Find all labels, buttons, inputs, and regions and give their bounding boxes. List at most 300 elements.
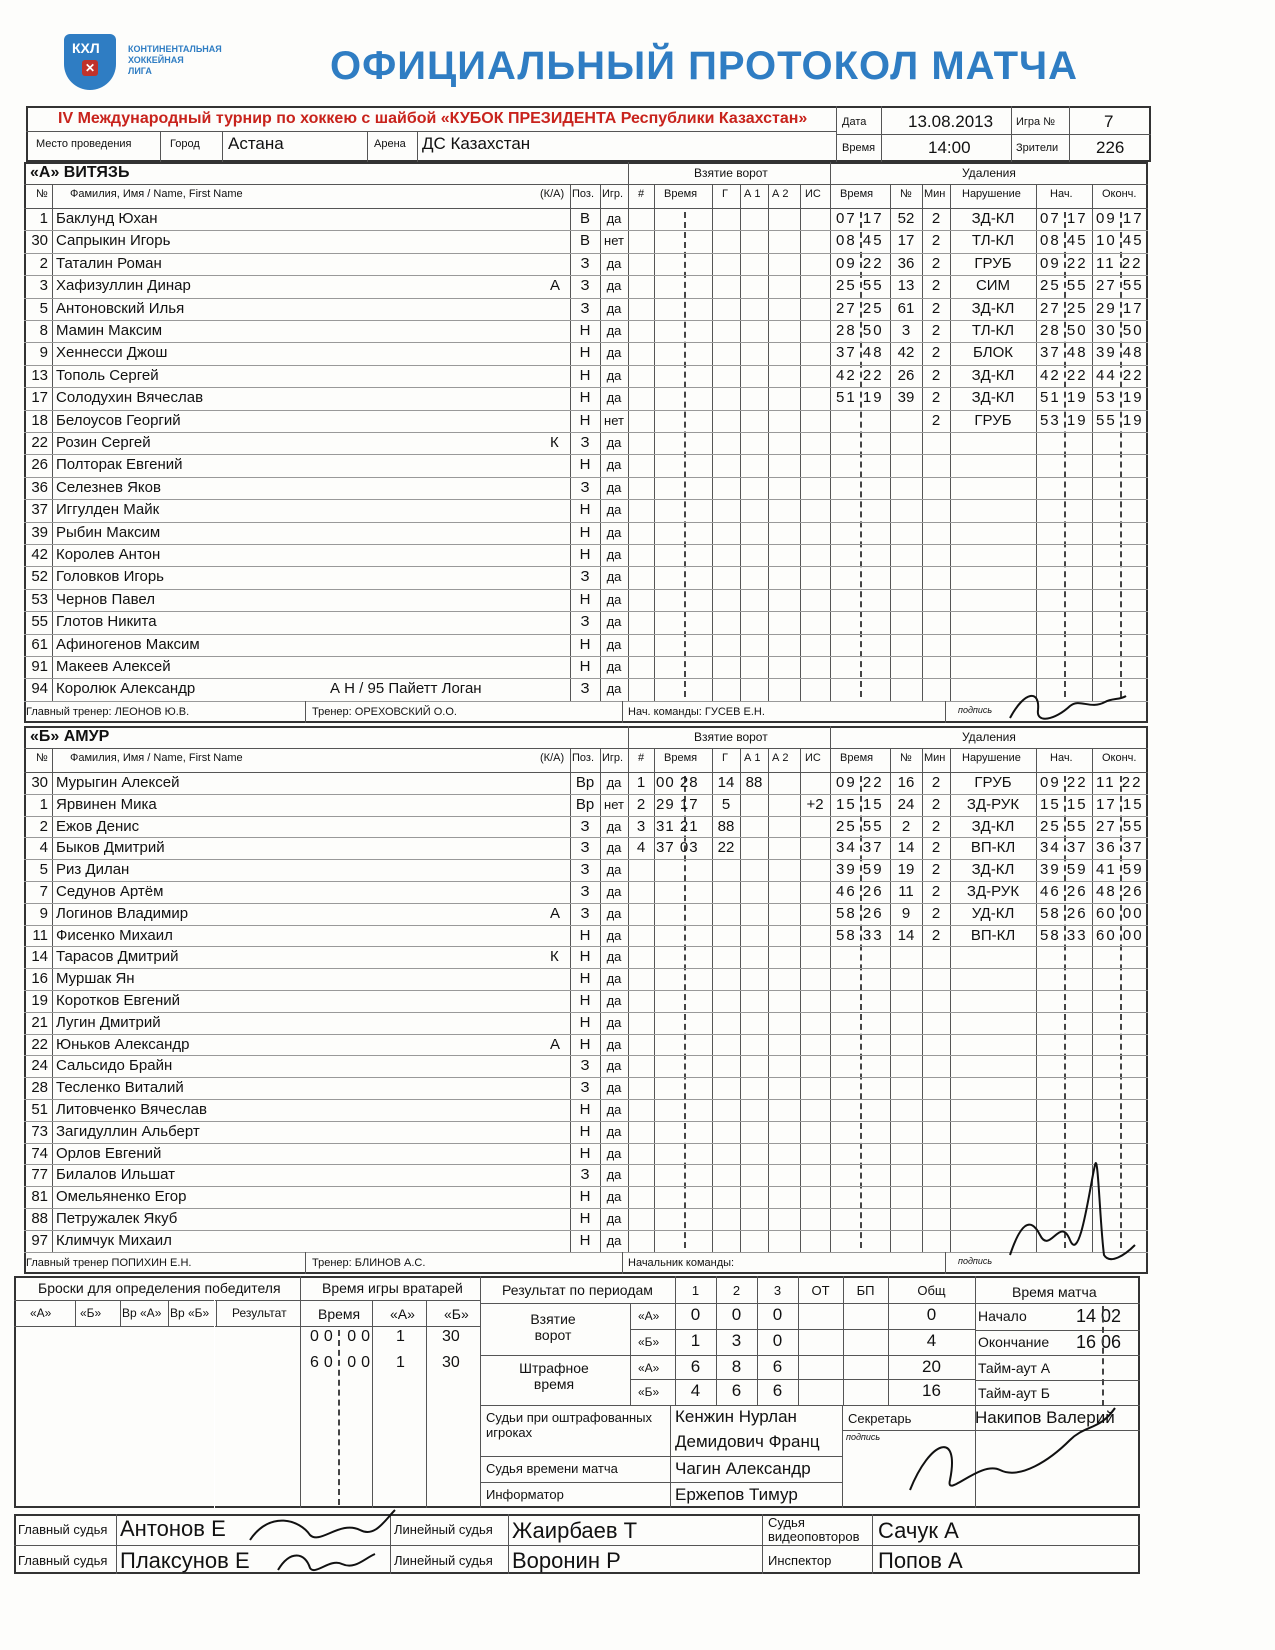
teamA-header-no: № <box>36 188 48 200</box>
player-played: да <box>606 367 622 383</box>
player-number: 14 <box>31 948 48 966</box>
player-name: Тарасов Дмитрий <box>56 948 179 966</box>
player-number: 77 <box>31 1166 48 1184</box>
penalty-start: 09 22 <box>1040 254 1088 272</box>
linesman-label-1: Линейный судья <box>394 1522 493 1537</box>
player-position: З <box>580 1079 590 1097</box>
player-position: Н <box>579 1231 591 1249</box>
penalty-start: 09 22 <box>1040 774 1088 791</box>
shootout-col-4: Результат <box>232 1306 287 1320</box>
player-row <box>0 499 1275 521</box>
gk-col-line <box>426 1300 427 1508</box>
secretary: Накипов Валерий <box>975 1408 1115 1427</box>
player-played: нет <box>604 796 624 812</box>
teamA-header-name: Фамилия, Имя / Name, First Name <box>70 188 243 200</box>
player-name: Чернов Павел <box>56 590 155 608</box>
period-col-line <box>975 1276 976 1405</box>
penalty-minutes: 2 <box>931 817 941 835</box>
goal-scorer: 22 <box>717 839 735 857</box>
player-position: З <box>580 680 590 698</box>
penalty-time: 25 55 <box>836 817 884 835</box>
player-position: З <box>580 254 590 272</box>
player-position: Н <box>579 948 591 966</box>
penalty-start: 53 19 <box>1040 411 1088 429</box>
teamB-header-p_no: № <box>900 752 912 764</box>
penalty-end: 60 00 <box>1096 904 1144 922</box>
player-played: да <box>606 1145 622 1161</box>
player-played: да <box>606 1123 622 1139</box>
period-value: 0 <box>772 1305 783 1324</box>
player-played: да <box>606 993 622 1008</box>
player-position: З <box>580 478 590 496</box>
player-number: 24 <box>31 1057 48 1075</box>
player-name: Белоусов Георгий <box>56 411 181 429</box>
player-number: 21 <box>31 1013 48 1031</box>
penalty-row <box>0 881 1275 903</box>
player-position: Н <box>579 322 591 339</box>
period-value: 0 <box>926 1305 937 1324</box>
player-row <box>0 1077 1275 1099</box>
period-value: 6 <box>772 1357 783 1376</box>
period-col-1: 2 <box>732 1283 741 1298</box>
teamA-header-p_time: Время <box>840 188 874 200</box>
gk-col-0: Время <box>318 1306 361 1322</box>
player-name: Ежов Денис <box>56 817 140 835</box>
penalty-player: 52 <box>897 210 915 227</box>
goal-number: 3 <box>636 817 646 835</box>
player-name: Полторак Евгений <box>56 456 183 474</box>
penalty-player: 9 <box>901 904 911 922</box>
penalty-start: 34 37 <box>1040 839 1088 857</box>
player-row <box>0 968 1275 990</box>
penalty-start: 51 19 <box>1040 389 1088 407</box>
penalty-time: 08 45 <box>836 232 884 250</box>
penalty-end: 17 15 <box>1096 795 1144 813</box>
gk-time-title: Время игры вратарей <box>322 1280 463 1296</box>
teamA-footer-line <box>945 701 946 723</box>
teamA-row-line <box>24 701 1148 702</box>
penalty-row <box>0 208 1275 230</box>
player-position: Н <box>579 411 591 429</box>
player-number: 7 <box>39 883 48 900</box>
penalty-time: 34 37 <box>836 839 884 857</box>
period-value: 0 <box>731 1305 742 1324</box>
penalty-time: 09 22 <box>836 254 884 272</box>
player-row <box>0 1012 1275 1034</box>
player-name: Сапрыкин Игорь <box>56 232 171 250</box>
player-name: Литовченко Вячеслав <box>56 1101 207 1118</box>
penalty-player: 17 <box>897 232 915 250</box>
penalty-end: 44 22 <box>1096 366 1144 384</box>
penalty-minutes: 2 <box>931 861 941 879</box>
player-name: Селезнев Яков <box>56 478 161 496</box>
goal-number: 4 <box>636 839 646 857</box>
penalty-start: 39 59 <box>1040 861 1088 879</box>
teamB-header-g_num: # <box>638 752 645 764</box>
player-row <box>0 1121 1275 1143</box>
player-name: Орлов Евгений <box>56 1144 162 1162</box>
player-position: З <box>580 1057 590 1075</box>
teamB-footer-line <box>945 1252 946 1274</box>
penalty-time: 46 26 <box>836 883 884 900</box>
player-row <box>0 656 1275 678</box>
penalty-time: 42 22 <box>836 366 884 384</box>
player-played: да <box>606 255 622 271</box>
penalty-row <box>0 859 1275 881</box>
player-row <box>0 432 1275 454</box>
player-number: 51 <box>31 1101 48 1118</box>
period-value: 16 <box>922 1381 941 1400</box>
teamA-header-pos: Поз. <box>572 188 594 200</box>
video-judge: Сачук А <box>878 1518 959 1543</box>
tournament-title: IV Международный турнир по хоккею с шайбой «КУБОК ПРЕЗИДЕНТА Республики Казахстан» <box>58 110 808 127</box>
penalty-start: 15 15 <box>1040 795 1088 813</box>
penalty-infraction: ТЛ-КЛ <box>971 232 1015 250</box>
shootout-col-0: «А» <box>30 1306 52 1320</box>
player-name: Антоновский Илья <box>56 299 185 317</box>
player-position: З <box>580 1166 590 1184</box>
penalty-minutes: 2 <box>931 883 941 900</box>
penalty-time: 09 22 <box>836 774 884 791</box>
goal-scorer: 88 <box>717 817 735 835</box>
penalty-minutes: 2 <box>931 254 941 272</box>
player-played: да <box>606 1036 622 1052</box>
penalty-time <box>836 410 894 432</box>
penalty-player: 3 <box>901 322 911 339</box>
teamB-header-g_time: Время <box>664 752 698 764</box>
penalty-start: 27 25 <box>1040 299 1088 317</box>
goal-scorer: 14 <box>717 774 735 791</box>
player-number: 8 <box>39 322 48 339</box>
player-name: Розин Сергей <box>56 434 151 451</box>
penalty-end: 27 55 <box>1096 817 1144 835</box>
player-position: З <box>580 434 590 451</box>
date-label: Дата <box>842 116 867 128</box>
penalty-end: 48 26 <box>1096 883 1144 900</box>
player-role: А <box>550 904 561 922</box>
penalty-time: 58 26 <box>836 904 884 922</box>
shootout-col-1: «Б» <box>80 1306 102 1320</box>
player-name: Головков Игорь <box>56 568 164 586</box>
teamB-team-name: «Б» АМУР <box>30 728 110 745</box>
time-label: Время <box>842 142 876 154</box>
linesman-2: Воронин Р <box>512 1548 621 1573</box>
player-position: З <box>580 861 590 879</box>
penalty-end: 36 37 <box>1096 839 1144 857</box>
penalty-start: 08 45 <box>1040 232 1088 250</box>
penalty-infraction: УД-КЛ <box>971 904 1015 922</box>
player-number: 3 <box>39 277 48 295</box>
penalty-row <box>0 298 1275 320</box>
penalty-start: 42 22 <box>1040 366 1088 384</box>
start-value: 14 02 <box>1076 1306 1122 1326</box>
end-label: Окончание <box>978 1334 1050 1350</box>
penalty-end: 53 19 <box>1096 389 1144 407</box>
gk-b: 30 <box>442 1354 460 1371</box>
player-name: Таталин Роман <box>56 254 162 272</box>
teamA-goals-title: Взятие ворот <box>694 166 768 180</box>
penalty-player: 36 <box>897 254 915 272</box>
player-played: да <box>606 681 622 697</box>
penalty-player: 42 <box>897 344 915 362</box>
teamA-header-g_a2: А 2 <box>772 188 789 200</box>
player-position: Н <box>579 970 591 988</box>
penalty-minutes: 2 <box>931 839 941 857</box>
player-played: да <box>606 345 622 361</box>
player-row <box>0 477 1275 499</box>
player-name: Фисенко Михаил <box>56 926 173 944</box>
player-row <box>0 634 1275 656</box>
penalty-player: 24 <box>897 795 915 813</box>
penalty-row <box>0 387 1275 409</box>
goal-number: 1 <box>636 774 646 791</box>
player-position: Н <box>579 1188 591 1206</box>
teamB-header-p_end: Оконч. <box>1102 752 1137 764</box>
logo-cross-icon: ✕ <box>82 60 98 76</box>
teamB-head-coach: Главный тренер ПОПИХИН Е.Н. <box>26 1256 192 1269</box>
penalty-player: 13 <box>897 277 915 295</box>
player-role: А <box>550 1035 561 1053</box>
shootout-col-line <box>75 1300 76 1326</box>
player-position: Н <box>579 546 591 563</box>
penalty-judge-1: Кенжин Нурлан <box>675 1407 797 1426</box>
player-name: Макеев Алексей <box>56 658 171 675</box>
period-value: 4 <box>690 1381 701 1400</box>
gk-b: 30 <box>442 1328 460 1345</box>
player-played: да <box>606 1232 622 1248</box>
penalty-time: 28 50 <box>836 322 884 339</box>
player-name: Мамин Максим <box>56 322 163 339</box>
player-number: 22 <box>31 1035 48 1053</box>
player-number: 28 <box>31 1079 48 1097</box>
penalty-time: 27 25 <box>836 299 884 317</box>
player-number: 94 <box>31 680 48 698</box>
player-role: К <box>550 434 559 451</box>
player-number: 19 <box>31 992 48 1009</box>
penalty-end: 29 17 <box>1096 299 1144 317</box>
penalty-player: 2 <box>901 817 911 835</box>
player-position: З <box>580 277 590 295</box>
teamB-header-no: № <box>36 752 48 764</box>
period-value: 8 <box>731 1357 742 1376</box>
date-value: 13.08.2013 <box>908 112 994 131</box>
teamA-sign-label: подпись <box>958 704 993 715</box>
teamA-header-g_num: # <box>638 188 645 200</box>
player-row <box>0 990 1275 1012</box>
teamB-header-name: Фамилия, Имя / Name, First Name <box>70 752 243 764</box>
period-value: 0 <box>772 1331 783 1350</box>
penalty-infraction: ЗД-КЛ <box>971 389 1015 407</box>
penalty-time: 39 59 <box>836 861 884 879</box>
player-number: 36 <box>31 478 48 496</box>
penalty-infraction: ВП-КЛ <box>970 839 1016 857</box>
goal-scorer: 5 <box>721 795 731 813</box>
penalty-infraction: ГРУБ <box>974 254 1012 272</box>
player-number: 73 <box>31 1122 48 1140</box>
player-position: Н <box>579 1144 591 1162</box>
player-position: Н <box>579 926 591 944</box>
penalty-time: 25 55 <box>836 277 884 295</box>
penalty-row <box>0 253 1275 275</box>
teamA-pen-title: Удаления <box>962 166 1016 180</box>
penalty-minutes: 2 <box>931 411 941 429</box>
period-team-tag: «А» <box>638 1309 660 1323</box>
player-name: Сальсидо Брайн <box>56 1057 173 1075</box>
penalty-minutes: 2 <box>931 232 941 250</box>
player-played: да <box>606 1211 622 1226</box>
player-played: да <box>606 1080 622 1096</box>
penalty-time: 07 17 <box>836 210 884 227</box>
gk-time: 00 00 <box>310 1328 376 1345</box>
teamB-header-ka: (К/А) <box>540 752 565 764</box>
player-number: 11 <box>32 926 48 944</box>
teamB-header-g_is: ИС <box>805 752 821 764</box>
player-played: да <box>606 390 622 406</box>
player-position: Н <box>579 1101 591 1118</box>
teamB-team-head: Начальник команды: <box>628 1256 735 1269</box>
period-col-0: 1 <box>691 1283 700 1298</box>
shootout-col-line <box>168 1300 169 1326</box>
teamB-goals-title: Взятие ворот <box>694 730 768 744</box>
penalty-start: 25 55 <box>1040 277 1088 295</box>
player-position: З <box>580 883 590 900</box>
penalty-minutes: 2 <box>931 210 941 227</box>
player-position: З <box>580 904 590 922</box>
player-number: 97 <box>31 1231 48 1249</box>
penalty-infraction: ТЛ-КЛ <box>971 322 1015 339</box>
period-col-4: БП <box>856 1283 875 1298</box>
player-number: 5 <box>39 861 48 879</box>
arena-label: Арена <box>374 138 406 150</box>
penalty-infraction: ГРУБ <box>974 411 1012 429</box>
gk-a: 1 <box>396 1328 405 1345</box>
league-name: КОНТИНЕНТАЛЬНАЯ ХОККЕЙНАЯ ЛИГА <box>128 44 222 76</box>
player-position: Н <box>579 1013 591 1031</box>
penalty-end: 60 00 <box>1096 926 1144 944</box>
penalty-player: 61 <box>897 299 915 317</box>
player-position: Н <box>579 658 591 675</box>
player-number: 88 <box>31 1210 48 1227</box>
penalty-row <box>0 410 1275 432</box>
player-row <box>0 566 1275 588</box>
linesman-1: Жаирбаев Т <box>512 1518 638 1543</box>
player-position: Н <box>579 523 591 541</box>
player-name: Рыбин Максим <box>56 523 161 541</box>
referee-1: Антонов Е <box>120 1516 226 1541</box>
teamB-coach: Тренер: БЛИНОВ А.С. <box>312 1256 426 1269</box>
player-name: Хафизуллин Динар <box>56 277 191 295</box>
teamB-header-p_start: Нач. <box>1050 752 1073 764</box>
penalty-player: 16 <box>897 774 915 791</box>
player-name: Муршак Ян <box>56 970 135 988</box>
penalty-player: 11 <box>898 883 914 900</box>
teamA-footer-line <box>305 701 306 723</box>
player-number: 22 <box>31 434 48 451</box>
penalty-time: 51 19 <box>836 389 884 407</box>
penalty-start: 58 26 <box>1040 904 1088 922</box>
spectators-label: Зрители <box>1016 142 1059 154</box>
penalty-player: 26 <box>897 366 915 384</box>
shootout-title: Броски для определения победителя <box>38 1280 281 1296</box>
player-position: З <box>580 299 590 317</box>
penalty-player <box>890 410 922 432</box>
player-played: да <box>606 479 622 495</box>
period-value: 0 <box>690 1305 701 1324</box>
goals-label: Взятие ворот <box>530 1311 576 1343</box>
player-name: Лугин Дмитрий <box>56 1013 161 1031</box>
player-played: да <box>606 547 622 562</box>
player-name: Баклунд Юхан <box>56 210 158 227</box>
player-played: да <box>606 1014 622 1030</box>
player-number: 4 <box>39 839 48 857</box>
teamB-header-p_time: Время <box>840 752 874 764</box>
teamB-title-line <box>24 748 1148 749</box>
teamA-header-g_a1: А 1 <box>744 188 761 200</box>
player-played: да <box>606 818 622 834</box>
pim-label: Штрафное время <box>519 1360 589 1392</box>
player-number: 1 <box>39 210 48 227</box>
period-value: 1 <box>690 1331 701 1350</box>
player-name: Омельяненко Егор <box>56 1188 187 1206</box>
teamA-header-p_start: Нач. <box>1050 188 1073 200</box>
game-no: 7 <box>1104 112 1114 131</box>
player-number: 30 <box>31 774 48 791</box>
penalty-time: 58 33 <box>836 926 884 944</box>
timekeeper-label: Судья времени матча <box>486 1461 618 1476</box>
player-played: да <box>606 971 622 987</box>
team-b-signature <box>1000 1145 1140 1275</box>
player-name: Риз Дилан <box>56 861 130 879</box>
penalty-time: 15 15 <box>836 795 884 813</box>
player-played: да <box>606 591 622 607</box>
goal-time: 37 03 <box>656 839 699 857</box>
penalty-end: 41 59 <box>1096 861 1144 879</box>
period-team-tag: «А» <box>638 1361 660 1375</box>
player-number: 52 <box>31 568 48 586</box>
player-row <box>0 522 1275 544</box>
period-value: 20 <box>922 1357 941 1376</box>
teamA-header-played: Игр. <box>602 188 624 200</box>
player-name: Быков Дмитрий <box>56 839 165 857</box>
player-number: 16 <box>31 970 48 988</box>
penalty-infraction: ЗД-РУК <box>966 883 1020 900</box>
teamA-footer-line <box>622 701 623 723</box>
penalty-infraction: СИМ <box>975 277 1011 295</box>
player-name: Петружалек Якуб <box>56 1210 178 1227</box>
player-played: да <box>606 614 622 630</box>
player-role: А <box>550 277 561 295</box>
match-time-title: Время матча <box>1012 1284 1097 1300</box>
player-number: 42 <box>31 546 48 563</box>
penalty-row <box>0 903 1275 925</box>
penalty-player: 14 <box>897 839 915 857</box>
player-number: 9 <box>39 904 48 922</box>
penalty-row <box>0 320 1275 342</box>
player-number: 91 <box>31 658 48 675</box>
inspector: Попов А <box>878 1548 963 1573</box>
penalty-row <box>0 230 1275 252</box>
player-position: В <box>579 210 590 227</box>
player-number: 37 <box>31 501 48 519</box>
period-value: 4 <box>926 1331 937 1350</box>
video-judge-label: Судья видеоповторов <box>768 1515 860 1544</box>
penalty-row <box>0 925 1275 947</box>
player-name: Седунов Артём <box>56 883 164 900</box>
gk-col-2: «Б» <box>444 1306 469 1322</box>
goal-time: 29 17 <box>656 795 699 813</box>
player-name: Королев Антон <box>56 546 161 563</box>
penalty-row <box>0 342 1275 364</box>
